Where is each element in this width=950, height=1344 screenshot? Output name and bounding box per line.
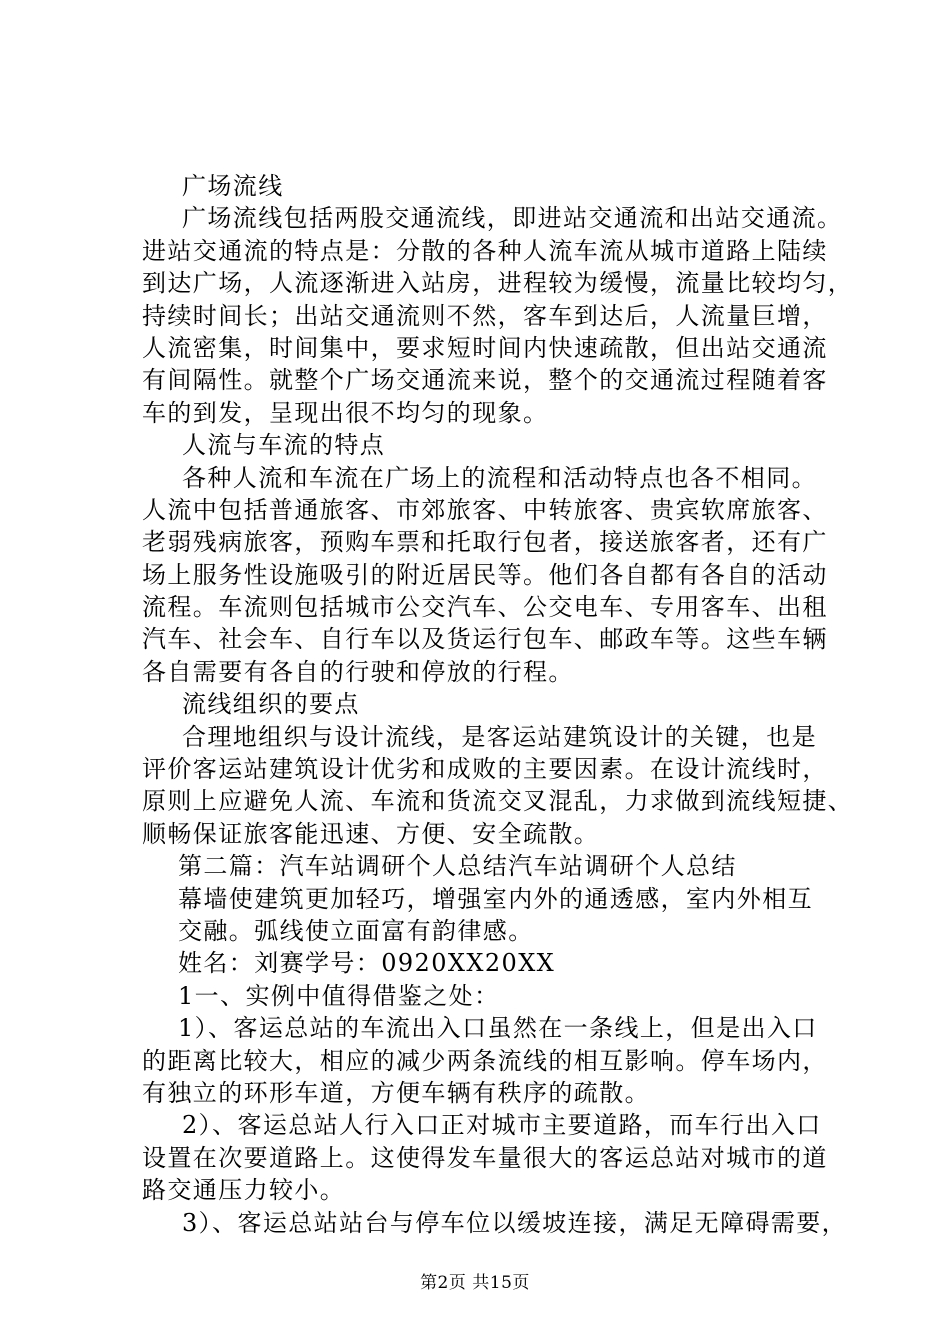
heading-people-vehicle-flow: 人流与车流的特点	[182, 431, 386, 460]
paragraph-line: 老弱残病旅客，预购车票和托取行包者，接送旅客者，还有广	[142, 528, 828, 557]
paragraph-line: 合理地组织与设计流线，是客运站建筑设计的关键，也是	[182, 722, 817, 751]
heading-part-two: 第二篇：汽车站调研个人总结汽车站调研个人总结	[178, 852, 737, 881]
paragraph-line: 有独立的环形车道，方便车辆有秩序的疏散。	[142, 1078, 650, 1107]
paragraph-line: 路交通压力较小。	[142, 1176, 346, 1205]
section-heading: 1一、实例中值得借鉴之处：	[178, 981, 500, 1010]
paragraph-line: 持续时间长；出站交通流则不然，客车到达后，人流量巨增，	[142, 301, 828, 330]
paragraph-line: 设置在次要道路上。这使得发车量很大的客运总站对城市的道	[142, 1143, 828, 1172]
paragraph-line: 有间隔性。就整个广场交通流来说，整个的交通流过程随着客	[142, 366, 828, 395]
paragraph-line: 广场流线包括两股交通流线，即进站交通流和出站交通流。	[182, 204, 843, 233]
paragraph-line: 汽车、社会车、自行车以及货运行包车、邮政车等。这些车辆	[142, 625, 828, 654]
paragraph-line: 进站交通流的特点是：分散的各种人流车流从城市道路上陆续	[142, 236, 828, 265]
list-item: 2）、客运总站人行入口正对城市主要道路，而车行出入口	[182, 1111, 822, 1140]
list-item: 1）、客运总站的车流出入口虽然在一条线上，但是出入口	[178, 1014, 818, 1043]
author-info: 姓名：刘赛学号：0920XX20XX	[178, 949, 556, 978]
paragraph-line: 场上服务性设施吸引的附近居民等。他们各自都有各自的活动	[142, 560, 828, 589]
paragraph-line: 人流中包括普通旅客、市郊旅客、中转旅客、贵宾软席旅客、	[142, 495, 828, 524]
paragraph-line: 幕墙使建筑更加轻巧，增强室内外的通透感，室内外相互	[178, 884, 813, 913]
paragraph-line: 的距离比较大，相应的减少两条流线的相互影响。停车场内，	[142, 1046, 828, 1075]
paragraph-line: 顺畅保证旅客能迅速、方便、安全疏散。	[142, 819, 600, 848]
heading-plaza-flow: 广场流线	[182, 172, 284, 200]
list-item: 3）、客运总站站台与停车位以缓坡连接，满足无障碍需要，	[182, 1208, 848, 1237]
paragraph-line: 人流密集，时间集中，要求短时间内快速疏散，但出站交通流	[142, 333, 828, 362]
paragraph-line: 原则上应避免人流、车流和货流交叉混乱，力求做到流线短捷、	[142, 787, 854, 816]
paragraph-line: 评价客运站建筑设计优劣和成败的主要因素。在设计流线时，	[142, 755, 828, 784]
paragraph-line: 各种人流和车流在广场上的流程和活动特点也各不相同。	[182, 463, 817, 492]
document-body	[142, 170, 854, 1239]
paragraph-line: 到达广场，人流逐渐进入站房，进程较为缓慢，流量比较均匀，	[142, 269, 854, 298]
paragraph-line: 各自需要有各自的行驶和停放的行程。	[142, 657, 574, 686]
page-number-footer: 第2页 共15页	[420, 1273, 530, 1293]
paragraph-line: 交融。弧线使立面富有韵律感。	[178, 916, 534, 945]
paragraph-line: 流程。车流则包括城市公交汽车、公交电车、专用客车、出租	[142, 593, 828, 622]
paragraph-line: 车的到发，呈现出很不均匀的现象。	[142, 398, 549, 427]
heading-flow-organization: 流线组织的要点	[182, 690, 360, 719]
